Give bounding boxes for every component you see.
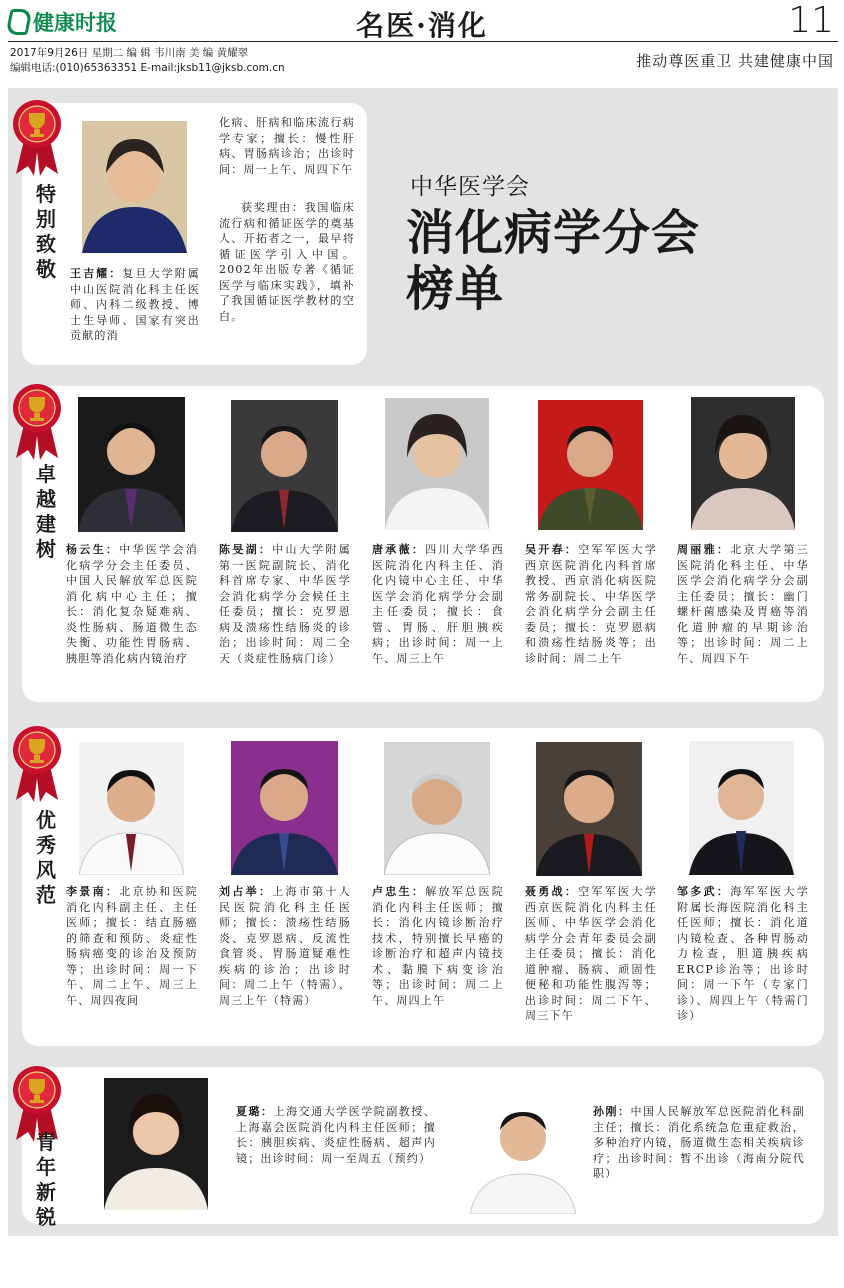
masthead: [0, 0, 844, 78]
portrait-image: [82, 121, 187, 253]
portrait-tang-chengwei: [385, 398, 489, 530]
category-excellence: 卓越建树: [36, 462, 56, 561]
doctor-name: 邹多武：: [677, 885, 731, 898]
bio-tang-chengwei: [372, 542, 504, 666]
doctor-bio: 上海交通大学医学院副教授、上海嘉会医院消化内科主任医师；擅长：胰胆疾病、炎症性肠病、超声内镜；出诊时间：周一至周五（预约）: [236, 1105, 436, 1165]
doctor-name: 夏璐：: [236, 1105, 274, 1118]
doctor-bio: 中国人民解放军总医院消化科副主任；擅长：消化系统急危重症救治，多种治疗内镜，肠道微生态相关疾病诊疗；出诊时间：暂不出诊（海南分院代职）: [593, 1105, 805, 1180]
portrait-wang-jiyao: [82, 121, 187, 253]
bio-wu-kaichun: [525, 542, 657, 666]
headline-line-1: 消化病学分会: [406, 205, 701, 261]
portrait-lu-zhongsheng: [384, 742, 490, 875]
bio-li-jingnan: [66, 884, 198, 1008]
portrait-sun-gang: [470, 1088, 576, 1214]
doctor-bio: 四川大学华西医院消化内科主任、消化内镜中心主任、中华医学会消化病学分会副主任委员；擅长：食管、胃肠、肝胆胰疾病；出诊时间：周一上午、周三上午: [372, 543, 504, 665]
award-ribbon-icon: [12, 380, 62, 460]
bio-yang-yunsheng: [66, 542, 198, 666]
header-rule: [8, 41, 838, 42]
doctor-name: 刘占举：: [219, 885, 273, 898]
doctor-name: 孙刚：: [593, 1105, 631, 1118]
doctor-name: 王吉耀：: [70, 267, 123, 280]
category-youth: 青年新锐: [36, 1130, 56, 1229]
bio-xia-lu: [236, 1104, 436, 1166]
slogan: 推动尊医重卫 共建健康中国: [636, 52, 834, 70]
doctor-bio: 北京大学第三医院消化科主任、中华医学会消化病学分会副主任委员；擅长：幽门螺杆菌感染及胃癌等消化道肿瘤的早期诊治等；出诊时间：周二上午、周四下午: [677, 543, 809, 665]
headline-line-2: 榜单: [406, 261, 505, 317]
bio-chen-minhu: [219, 542, 351, 666]
contact-line: 编辑电话:(010)65363351 E-mail:jksb11@jksb.com.cn: [10, 62, 285, 74]
bio-wang-jiyao-part2: [219, 115, 355, 177]
portrait-xia-lu: [104, 1078, 208, 1210]
doctor-bio: 海军军医大学附属长海医院消化科主任医师；擅长：消化道内镜检查、各种胃肠动力检查，胆道胰疾病ERCP诊治等；出诊时间：周一下午（专家门诊）、周四上午（特需门诊）: [677, 885, 809, 1022]
section-title: 名医·消化: [356, 9, 488, 42]
organization-name: 中华医学会: [410, 174, 530, 200]
doctor-name: 李景南：: [66, 885, 120, 898]
bio-zhou-liya: [677, 542, 809, 666]
doctor-name: 杨云生：: [66, 543, 120, 556]
bio-sun-gang: [593, 1104, 805, 1182]
award-reason-text: 获奖理由：我国临床流行病和循证医学的奠基人、开拓者之一，最早将循证医学引入中国。2002年出版专著《循证医学与临床实践》，填补了我国循证医学教材的空白。: [219, 201, 355, 323]
doctor-bio: 北京协和医院消化内科副主任、主任医师；擅长：结直肠癌的筛查和预防、炎症性肠病癌变的诊治及预防等；出诊时间：周一下午、周二上午、周三上午、周四夜间: [66, 885, 198, 1007]
doctor-name: 吴开春：: [525, 543, 579, 556]
doctor-name: 周丽雅：: [677, 543, 731, 556]
award-ribbon-icon: [12, 96, 62, 176]
portrait-wu-kaichun: [538, 400, 643, 530]
doctor-name: 聂勇战：: [525, 885, 579, 898]
doctor-bio: 中华医学会消化病学分会主任委员、中国人民解放军总医院消化病中心主任；擅长：消化复杂疑难病、炎性肠病、肠道微生态失衡、功能性胃肠病、胰胆等消化病内镜治疗: [66, 543, 198, 665]
bio-wang-jiyao-part1: [70, 266, 200, 344]
page-number: 11: [788, 0, 834, 41]
portrait-zou-duowu: [689, 741, 794, 875]
bio-nie-yongzhan: [525, 884, 657, 1024]
portrait-nie-yongzhan: [536, 742, 642, 876]
doctor-bio: 中山大学附属第一医院副院长、消化科首席专家、中华医学会消化病学分会候任主任委员；擅长：克罗恩病及溃疡性结肠炎的诊治；出诊时间：周二全天（炎症性肠病门诊）: [219, 543, 351, 665]
logo-text: 健康时报: [33, 10, 117, 35]
bio-liu-zhanju: [219, 884, 351, 1008]
editor-line: 2017年9月26日 星期二 编 辑 韦川南 美 编 黄耀翠: [10, 47, 249, 59]
doctor-bio: 空军军医大学西京医院消化内科主任医师、中华医学会消化病学分会青年委员会副主任委员；擅长：消化道肿瘤、肠病、顽固性便秘和功能性腹泻等；出诊时间：周二下午、周三下午: [525, 885, 657, 1022]
category-outstanding: 优秀风范: [36, 808, 56, 907]
doctor-bio: 空军军医大学西京医院消化内科首席教授、西京消化病医院常务副院长、中华医学会消化病学分会副主任委员；擅长：克罗恩病和溃疡性结肠炎等；出诊时间：周二上午: [525, 543, 657, 665]
bio-zou-duowu: [677, 884, 809, 1024]
doctor-bio: 解放军总医院消化内科主任医师；擅长：消化内镜诊断治疗技术，特别擅长早癌的诊断治疗和超声内镜技术、黏膜下病变诊治等；出诊时间：周二上午、周四上午: [372, 885, 504, 1007]
bio-lu-zhongsheng: [372, 884, 504, 1008]
award-ribbon-icon: [12, 722, 62, 802]
doctor-name: 唐承薇：: [372, 543, 426, 556]
doctor-bio-continued: 化病、肝病和临床流行病学专家；擅长：慢性肝病、胃肠病诊治；出诊时间：周一上午、周四下午: [219, 116, 355, 176]
portrait-yang-yunsheng: [78, 397, 185, 532]
category-special: 特别致敬: [36, 182, 56, 281]
doctor-name: 陈旻湖：: [219, 543, 273, 556]
portrait-zhou-liya: [691, 397, 795, 530]
doctor-name: 卢忠生：: [372, 885, 426, 898]
award-reason: [219, 200, 355, 324]
doctor-bio: 复旦大学附属中山医院消化科主任医师、内科二级教授、博士生导师、国家有突出贡献的消: [70, 267, 200, 342]
portrait-liu-zhanju: [231, 741, 338, 875]
portrait-li-jingnan: [79, 742, 184, 875]
headline-title: [406, 205, 700, 317]
portrait-chen-minhu: [231, 400, 338, 532]
doctor-bio: 上海市第十人民医院消化科主任医师；擅长：溃疡性结肠炎、克罗恩病、反流性食管炎、胃肠道疑难性疾病的诊治；出诊时间：周二上午（特需）、周三上午（特需）: [219, 885, 351, 1007]
